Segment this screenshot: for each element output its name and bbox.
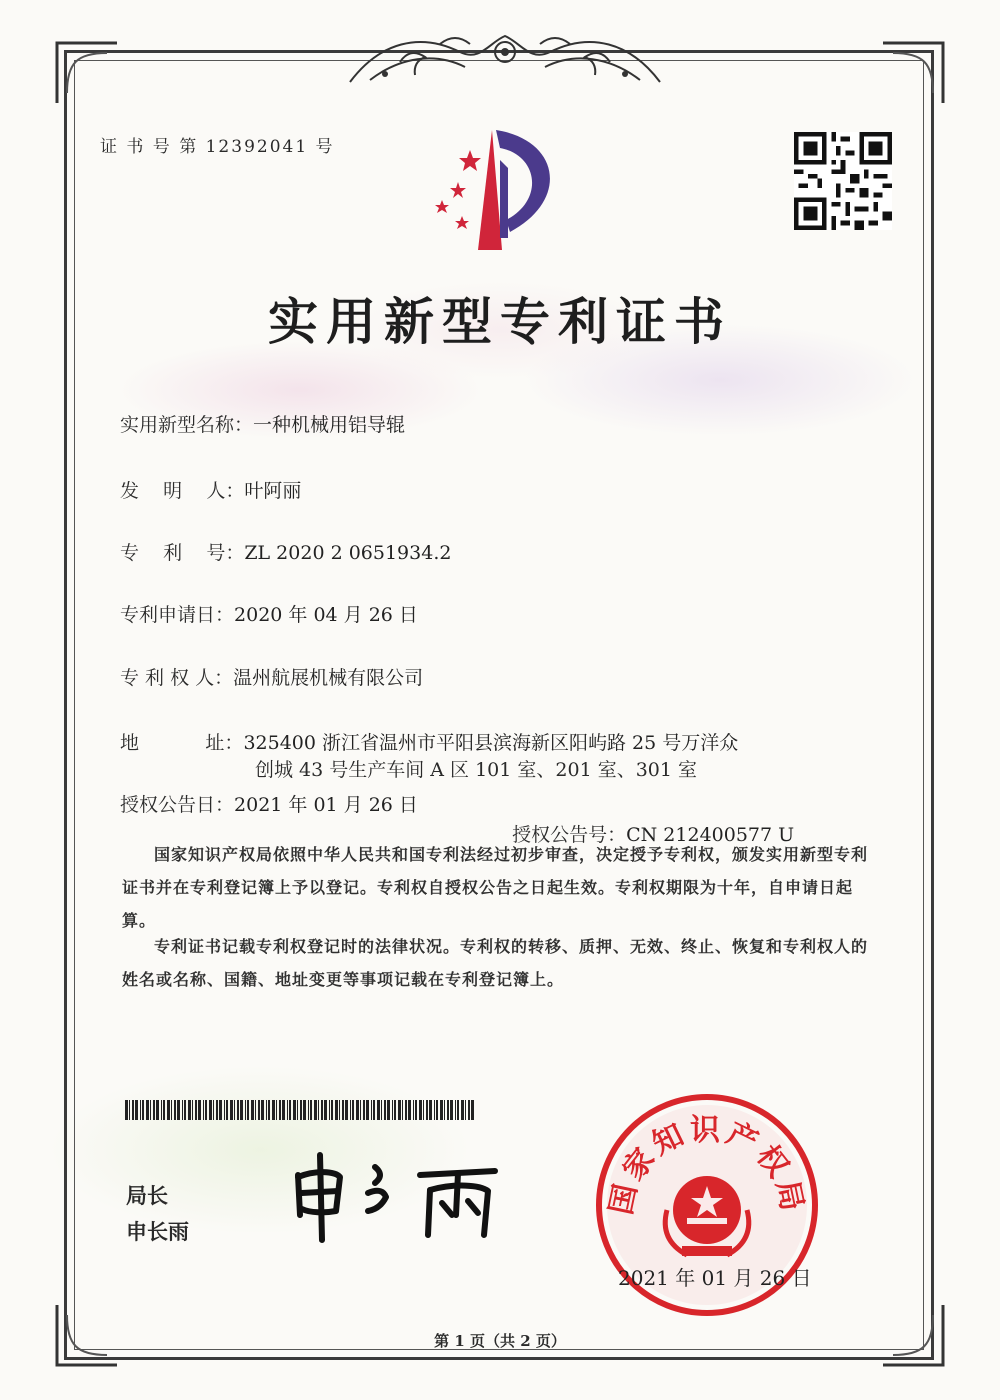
barcode-bar <box>335 1100 338 1120</box>
barcode-bar <box>329 1100 330 1120</box>
field-label: 授权公告日： <box>120 794 235 816</box>
barcode-bar <box>293 1100 296 1120</box>
barcode-bar <box>381 1100 382 1120</box>
barcode-bar <box>209 1100 212 1120</box>
barcode-bar <box>352 1100 354 1120</box>
barcode-bar <box>465 1100 466 1120</box>
utility-model-name-row <box>120 410 405 440</box>
barcode-bar <box>413 1100 414 1120</box>
barcode-bar <box>350 1100 351 1120</box>
barcode-bar <box>377 1100 380 1120</box>
patent-number-row <box>120 538 451 568</box>
grant-date-row <box>120 790 418 820</box>
barcode-bar <box>237 1100 239 1120</box>
barcode-bar <box>402 1100 403 1120</box>
corner-ornament-icon <box>52 38 122 108</box>
barcode-bar <box>234 1100 235 1120</box>
barcode-bar <box>436 1100 438 1120</box>
barcode-bar <box>268 1100 270 1120</box>
field-label: 实用新型名称： <box>120 414 254 436</box>
qr-code-icon <box>794 132 892 230</box>
barcode-bar <box>195 1100 197 1120</box>
signatory-name: 申长雨 <box>126 1220 189 1244</box>
address-row <box>120 728 738 758</box>
statement-paragraph-2: 专利证书记载专利权登记时的法律状况。专利权的转移、质押、无效、终止、恢复和专利权人的姓名或名称、国籍、地址变更等事项记载在专利登记簿上。 <box>122 937 869 989</box>
barcode-bar <box>366 1100 369 1120</box>
barcode-bar <box>224 1100 225 1120</box>
barcode-bar <box>289 1100 291 1120</box>
barcode-bar <box>226 1100 228 1120</box>
barcode-bar <box>447 1100 449 1120</box>
barcode-bar <box>142 1100 144 1120</box>
barcode-bar <box>213 1100 214 1120</box>
barcode-bar <box>373 1100 375 1120</box>
barcode-bar <box>303 1100 306 1120</box>
barcode-bar <box>423 1100 424 1120</box>
barcode-bar <box>331 1100 333 1120</box>
barcode-bar <box>129 1100 130 1120</box>
barcode-bar <box>282 1100 285 1120</box>
certificate-number: 证 书 号 第 12392041 号 <box>100 137 335 157</box>
barcode-bar <box>261 1100 264 1120</box>
barcode-bar <box>394 1100 396 1120</box>
barcode-bar <box>321 1100 323 1120</box>
address-line-2: 创城 43 号生产车间 A 区 101 室、201 室、301 室 <box>255 759 698 781</box>
barcode-bar <box>174 1100 176 1120</box>
filing-date-row <box>120 600 418 630</box>
filing-date: 2020 年 04 月 26 日 <box>234 604 418 626</box>
patentee-name: 温州航展机械有限公司 <box>233 667 424 689</box>
barcode-bar <box>371 1100 372 1120</box>
barcode-bar <box>219 1100 222 1120</box>
barcode-bar <box>314 1100 317 1120</box>
grant-publication-number: CN 212400577 U <box>626 824 795 846</box>
seal-date: 2021 年 01 月 26 日 <box>618 1266 812 1290</box>
barcode-bar <box>434 1100 435 1120</box>
barcode-bar <box>167 1100 170 1120</box>
barcode-bar <box>360 1100 361 1120</box>
barcode-bar <box>251 1100 254 1120</box>
barcode-bar <box>363 1100 365 1120</box>
top-ornament-icon <box>340 22 670 94</box>
barcode-bar <box>318 1100 319 1120</box>
handwritten-signature-icon <box>280 1145 510 1245</box>
barcode-bar <box>408 1100 411 1120</box>
barcode-bar <box>440 1100 443 1120</box>
barcode-bar <box>426 1100 428 1120</box>
barcode-icon <box>125 1100 475 1120</box>
barcode-bar <box>216 1100 218 1120</box>
barcode-bar <box>415 1100 417 1120</box>
grant-date: 2021 年 01 月 26 日 <box>234 794 418 816</box>
barcode-bar <box>163 1100 165 1120</box>
barcode-bar <box>419 1100 422 1120</box>
barcode-bar <box>450 1100 453 1120</box>
barcode-bar <box>230 1100 233 1120</box>
patentee-row <box>120 663 423 693</box>
barcode-bar <box>398 1100 401 1120</box>
field-label: 地 址： <box>120 732 244 754</box>
field-label: 专 利 号： <box>120 542 245 564</box>
barcode-bar <box>203 1100 204 1120</box>
barcode-bar <box>171 1100 172 1120</box>
utility-model-name: 一种机械用铝导辊 <box>253 414 406 436</box>
barcode-bar <box>342 1100 344 1120</box>
barcode-bar <box>272 1100 275 1120</box>
barcode-bar <box>245 1100 246 1120</box>
field-label: 专 利 权 人： <box>120 667 234 689</box>
barcode-bar <box>156 1100 159 1120</box>
seal-text: 国家知识产权局 <box>603 1113 811 1218</box>
barcode-bar <box>461 1100 464 1120</box>
barcode-bar <box>150 1100 151 1120</box>
barcode-bar <box>471 1100 474 1120</box>
corner-ornament-icon <box>878 38 948 108</box>
barcode-bar <box>310 1100 312 1120</box>
barcode-bar <box>457 1100 459 1120</box>
page-title: 实用新型专利证书 <box>268 292 732 351</box>
barcode-bar <box>266 1100 267 1120</box>
barcode-bar <box>258 1100 260 1120</box>
barcode-bar <box>161 1100 162 1120</box>
barcode-bar <box>324 1100 327 1120</box>
barcode-bar <box>387 1100 390 1120</box>
inventor-name: 叶阿丽 <box>244 480 302 502</box>
patent-number: ZL 2020 2 0651934.2 <box>244 542 452 564</box>
barcode-bar <box>455 1100 456 1120</box>
inventor-row <box>120 476 301 506</box>
barcode-bar <box>125 1100 128 1120</box>
barcode-bar <box>140 1100 141 1120</box>
barcode-bar <box>192 1100 193 1120</box>
cnipa-emblem-icon <box>420 120 580 260</box>
barcode-bar <box>429 1100 432 1120</box>
barcode-bar <box>297 1100 298 1120</box>
barcode-bar <box>247 1100 249 1120</box>
page-number: 第 1 页（共 2 页） <box>434 1332 566 1350</box>
barcode-bar <box>345 1100 348 1120</box>
barcode-bar <box>240 1100 243 1120</box>
barcode-bar <box>198 1100 201 1120</box>
signatory-block <box>126 1178 189 1250</box>
barcode-bar <box>339 1100 340 1120</box>
address-line-1: 325400 浙江省温州市平阳县滨海新区阳屿路 25 号万洋众 <box>243 732 739 754</box>
barcode-bar <box>177 1100 180 1120</box>
barcode-bar <box>356 1100 359 1120</box>
barcode-bar <box>384 1100 386 1120</box>
barcode-bar <box>182 1100 183 1120</box>
barcode-bar <box>308 1100 309 1120</box>
barcode-bar <box>279 1100 281 1120</box>
field-label: 专利申请日： <box>120 604 235 626</box>
barcode-bar <box>184 1100 186 1120</box>
barcode-bar <box>287 1100 288 1120</box>
barcode-bar <box>444 1100 445 1120</box>
statement-paragraph-1: 国家知识产权局依照中华人民共和国专利法经过初步审查，决定授予专利权，颁发实用新型专利证书并在专利登记簿上予以登记。专利权自授权公告之日起生效。专利权期限为十年，自申请日起算。 <box>122 845 869 930</box>
barcode-bar <box>153 1100 155 1120</box>
barcode-bar <box>255 1100 256 1120</box>
field-label: 发 明 人： <box>120 480 245 502</box>
barcode-bar <box>392 1100 393 1120</box>
field-label: 授权公告号： <box>512 824 627 846</box>
barcode-bar <box>205 1100 207 1120</box>
barcode-bar <box>188 1100 191 1120</box>
barcode-bar <box>132 1100 134 1120</box>
barcode-bar <box>405 1100 407 1120</box>
barcode-bar <box>300 1100 302 1120</box>
barcode-bar <box>146 1100 149 1120</box>
barcode-bar <box>468 1100 470 1120</box>
signatory-title: 局长 <box>126 1184 168 1208</box>
barcode-bar <box>135 1100 138 1120</box>
barcode-bar <box>276 1100 277 1120</box>
